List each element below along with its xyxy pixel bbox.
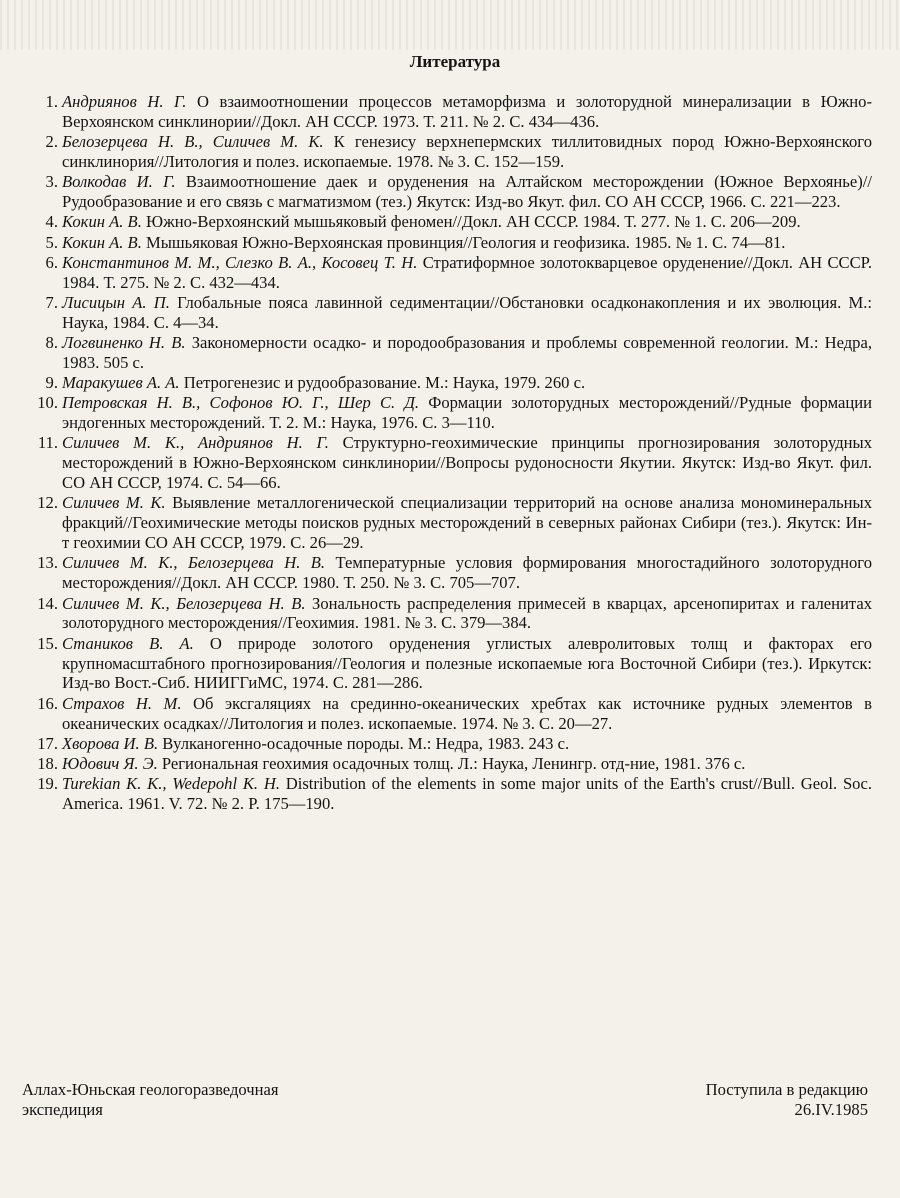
reference-item — [22, 233, 872, 253]
reference-authors: Хворова И. В. — [62, 733, 159, 753]
reference-item — [22, 594, 872, 634]
reference-number: 16. — [37, 693, 58, 713]
reference-number: 2. — [45, 132, 58, 152]
reference-number: 1. — [45, 92, 58, 111]
section-heading: Литература — [409, 52, 501, 71]
reference-text: Южно-Верхоянский мышьяковый феномен//Докл. АН СССР. 1984. Т. 277. № 1. С. 206—209. — [141, 212, 801, 232]
reference-text: Взаимоотношение даек и оруденения на Алтайском месторождении (Южное Верхоянье)//Рудообразование и его связь с магматизмом (тез.) Якутск: Изд-во Якут. фил. СО АН СССР, 1966. С. 221—223. — [62, 172, 872, 212]
reference-item — [22, 754, 872, 774]
reference-text: Выявление металлогенической специализации территорий на основе анализа мономинеральных фракций//Геохимические методы поисков рудных месторождений в северных районах Сибири (тез.). Якутск: Ин-т геохимии СО АН СССР, 1979. С. 26—29. — [62, 493, 872, 553]
reference-text: Закономерности осадко- и породообразования и проблемы современной геологии. М.: Недра, 1983. 505 с. — [62, 332, 872, 372]
reference-text: Вулканогенно-осадочные породы. М.: Недра, 1983. 243 с. — [158, 733, 570, 753]
reference-item — [22, 774, 872, 814]
received-date: 26.IV.1985 — [794, 1100, 868, 1119]
reference-item — [22, 212, 872, 232]
reference-item — [22, 634, 872, 694]
reference-text: Петрогенезис и рудообразование. М.: Наука, 1979. 260 с. — [179, 373, 586, 393]
reference-list — [22, 92, 872, 814]
reference-authors: Лисицын А. П. — [62, 292, 170, 312]
scan-noise — [0, 0, 900, 50]
reference-item — [22, 172, 872, 212]
reference-text: К генезису верхнепермских тиллитовидных пород Южно-Верхоянского синклинория//Литология и полез. ископаемые. 1978. № 3. С. 152—159. — [62, 132, 872, 172]
reference-authors: Силичев М. К. — [62, 493, 166, 513]
reference-authors: Кокин А. В. — [62, 232, 142, 252]
reference-number: 10. — [37, 393, 58, 413]
reference-text: Глобальные пояса лавинной седиментации//Обстановки осадконакопления и их эволюция. М.: Наука, 1984. С. 4—34. — [62, 292, 872, 332]
reference-authors: Волкодав И. Г. — [62, 172, 176, 192]
reference-text: Температурные условия формирования многостадийного золоторудного месторождения//Докл. АН СССР. 1980. Т. 250. № 3. С. 705—707. — [62, 553, 872, 593]
reference-text: Зональность распределения примесей в кварцах, арсенопиритах и галенитах золоторудного месторождения//Геохимия. 1981. № 3. С. 379—384. — [62, 593, 872, 633]
reference-text: Стратиформное золотокварцевое оруденение//Докл. АН СССР. 1984. Т. 275. № 2. С. 432—434. — [62, 252, 872, 292]
reference-authors: Белозерцева Н. В., Силичев М. К. — [62, 132, 324, 152]
reference-text: О взаимоотношении процессов метаморфизма и золоторудной минерализации в Южно-Верхоянском синклинории//Докл. АН СССР. 1973. Т. 211. № 2. С. 434—436. — [62, 92, 872, 131]
reference-number: 11. — [37, 433, 58, 453]
reference-item — [22, 92, 872, 132]
reference-text: Формации золоторудных месторождений//Рудные формации эндогенных месторождений. Т. 2. М.: Наука, 1976. С. 3—110. — [62, 393, 872, 433]
reference-number: 3. — [45, 172, 58, 192]
reference-item — [22, 333, 872, 373]
reference-number: 13. — [37, 553, 58, 573]
received-note — [706, 1080, 868, 1120]
reference-text: Distribution of the elements in some major units of the Earth's crust//Bull. Geol. Soc. America. 1961. V. 72. № 2. P. 175—190. — [62, 774, 872, 814]
reference-item — [22, 433, 872, 493]
reference-authors: Петровская Н. В., Софонов Ю. Г., Шер С. Д. — [62, 393, 420, 413]
reference-number: 14. — [37, 593, 58, 613]
reference-number: 15. — [37, 633, 58, 653]
reference-item — [22, 132, 872, 172]
reference-text: Мышьяковая Южно-Верхоянская провинция//Геология и геофизика. 1985. № 1. С. 74—81. — [141, 232, 786, 252]
reference-number: 17. — [37, 733, 58, 753]
reference-item — [22, 553, 872, 593]
received-label: Поступила в редакцию — [705, 1080, 868, 1099]
reference-authors: Turekian K. K., Wedepohl K. H. — [62, 774, 280, 794]
reference-item — [22, 393, 872, 433]
reference-authors: Маракушев А. А. — [62, 373, 180, 393]
reference-number: 9. — [45, 373, 58, 393]
reference-item — [22, 493, 872, 553]
affiliation — [22, 1080, 279, 1120]
reference-item — [22, 373, 872, 393]
reference-text: Региональная геохимия осадочных толщ. Л.: Наука, Ленингр. отд-ние, 1981. 376 с. — [157, 753, 746, 773]
reference-item — [22, 694, 872, 734]
reference-authors: Кокин А. В. — [62, 212, 142, 232]
reference-authors: Юдович Я. Э. — [62, 753, 158, 773]
affiliation-line: Аллах-Юньская геологоразведочная — [22, 1080, 279, 1099]
reference-number: 5. — [45, 232, 58, 252]
reference-number: 19. — [37, 774, 58, 794]
reference-item — [22, 253, 872, 293]
reference-number: 18. — [37, 753, 58, 773]
reference-authors: Страхов Н. М. — [62, 693, 182, 713]
reference-number: 12. — [37, 493, 58, 513]
reference-authors: Логвиненко Н. В. — [62, 332, 186, 352]
reference-authors: Константинов М. М., Слезко В. А., Косовец Т. Н. — [62, 252, 418, 272]
reference-number: 7. — [45, 292, 58, 312]
reference-authors: Силичев М. К., Белозерцева Н. В. — [62, 593, 306, 613]
reference-number: 6. — [45, 252, 58, 272]
reference-number: 8. — [45, 332, 58, 352]
reference-authors: Андриянов Н. Г. — [62, 92, 187, 111]
reference-text: Структурно-геохимические принципы прогнозирования золоторудных месторождений в Южно-Верхоянском синклинории//Вопросы рудоносности Якутии. Якутск: Изд-во Якут. фил. СО АН СССР, 1974. С. 54—66. — [62, 433, 872, 493]
reference-authors: Силичев М. К., Белозерцева Н. В. — [62, 553, 326, 573]
reference-text: О природе золотого оруденения углистых алевролитовых толщ и факторах его крупномасштабного прогнозирования//Геология и полезные ископаемые юга Восточной Сибири (тез.). Иркутск: Изд-во Вост.-Сиб. НИИГГиМС, 1974. С. 281—286. — [62, 633, 872, 693]
reference-item — [22, 734, 872, 754]
reference-item — [22, 293, 872, 333]
reference-authors: Стаников В. А. — [62, 633, 194, 653]
affiliation-line: экспедиция — [22, 1100, 103, 1119]
reference-number: 4. — [45, 212, 58, 232]
reference-text: Об эксгаляциях на срединно-океанических хребтах как источнике рудных элементов в океанических осадках//Литология и полез. ископаемые. 1974. № 3. С. 20—27. — [62, 693, 872, 733]
reference-authors: Силичев М. К., Андриянов Н. Г. — [62, 433, 329, 453]
